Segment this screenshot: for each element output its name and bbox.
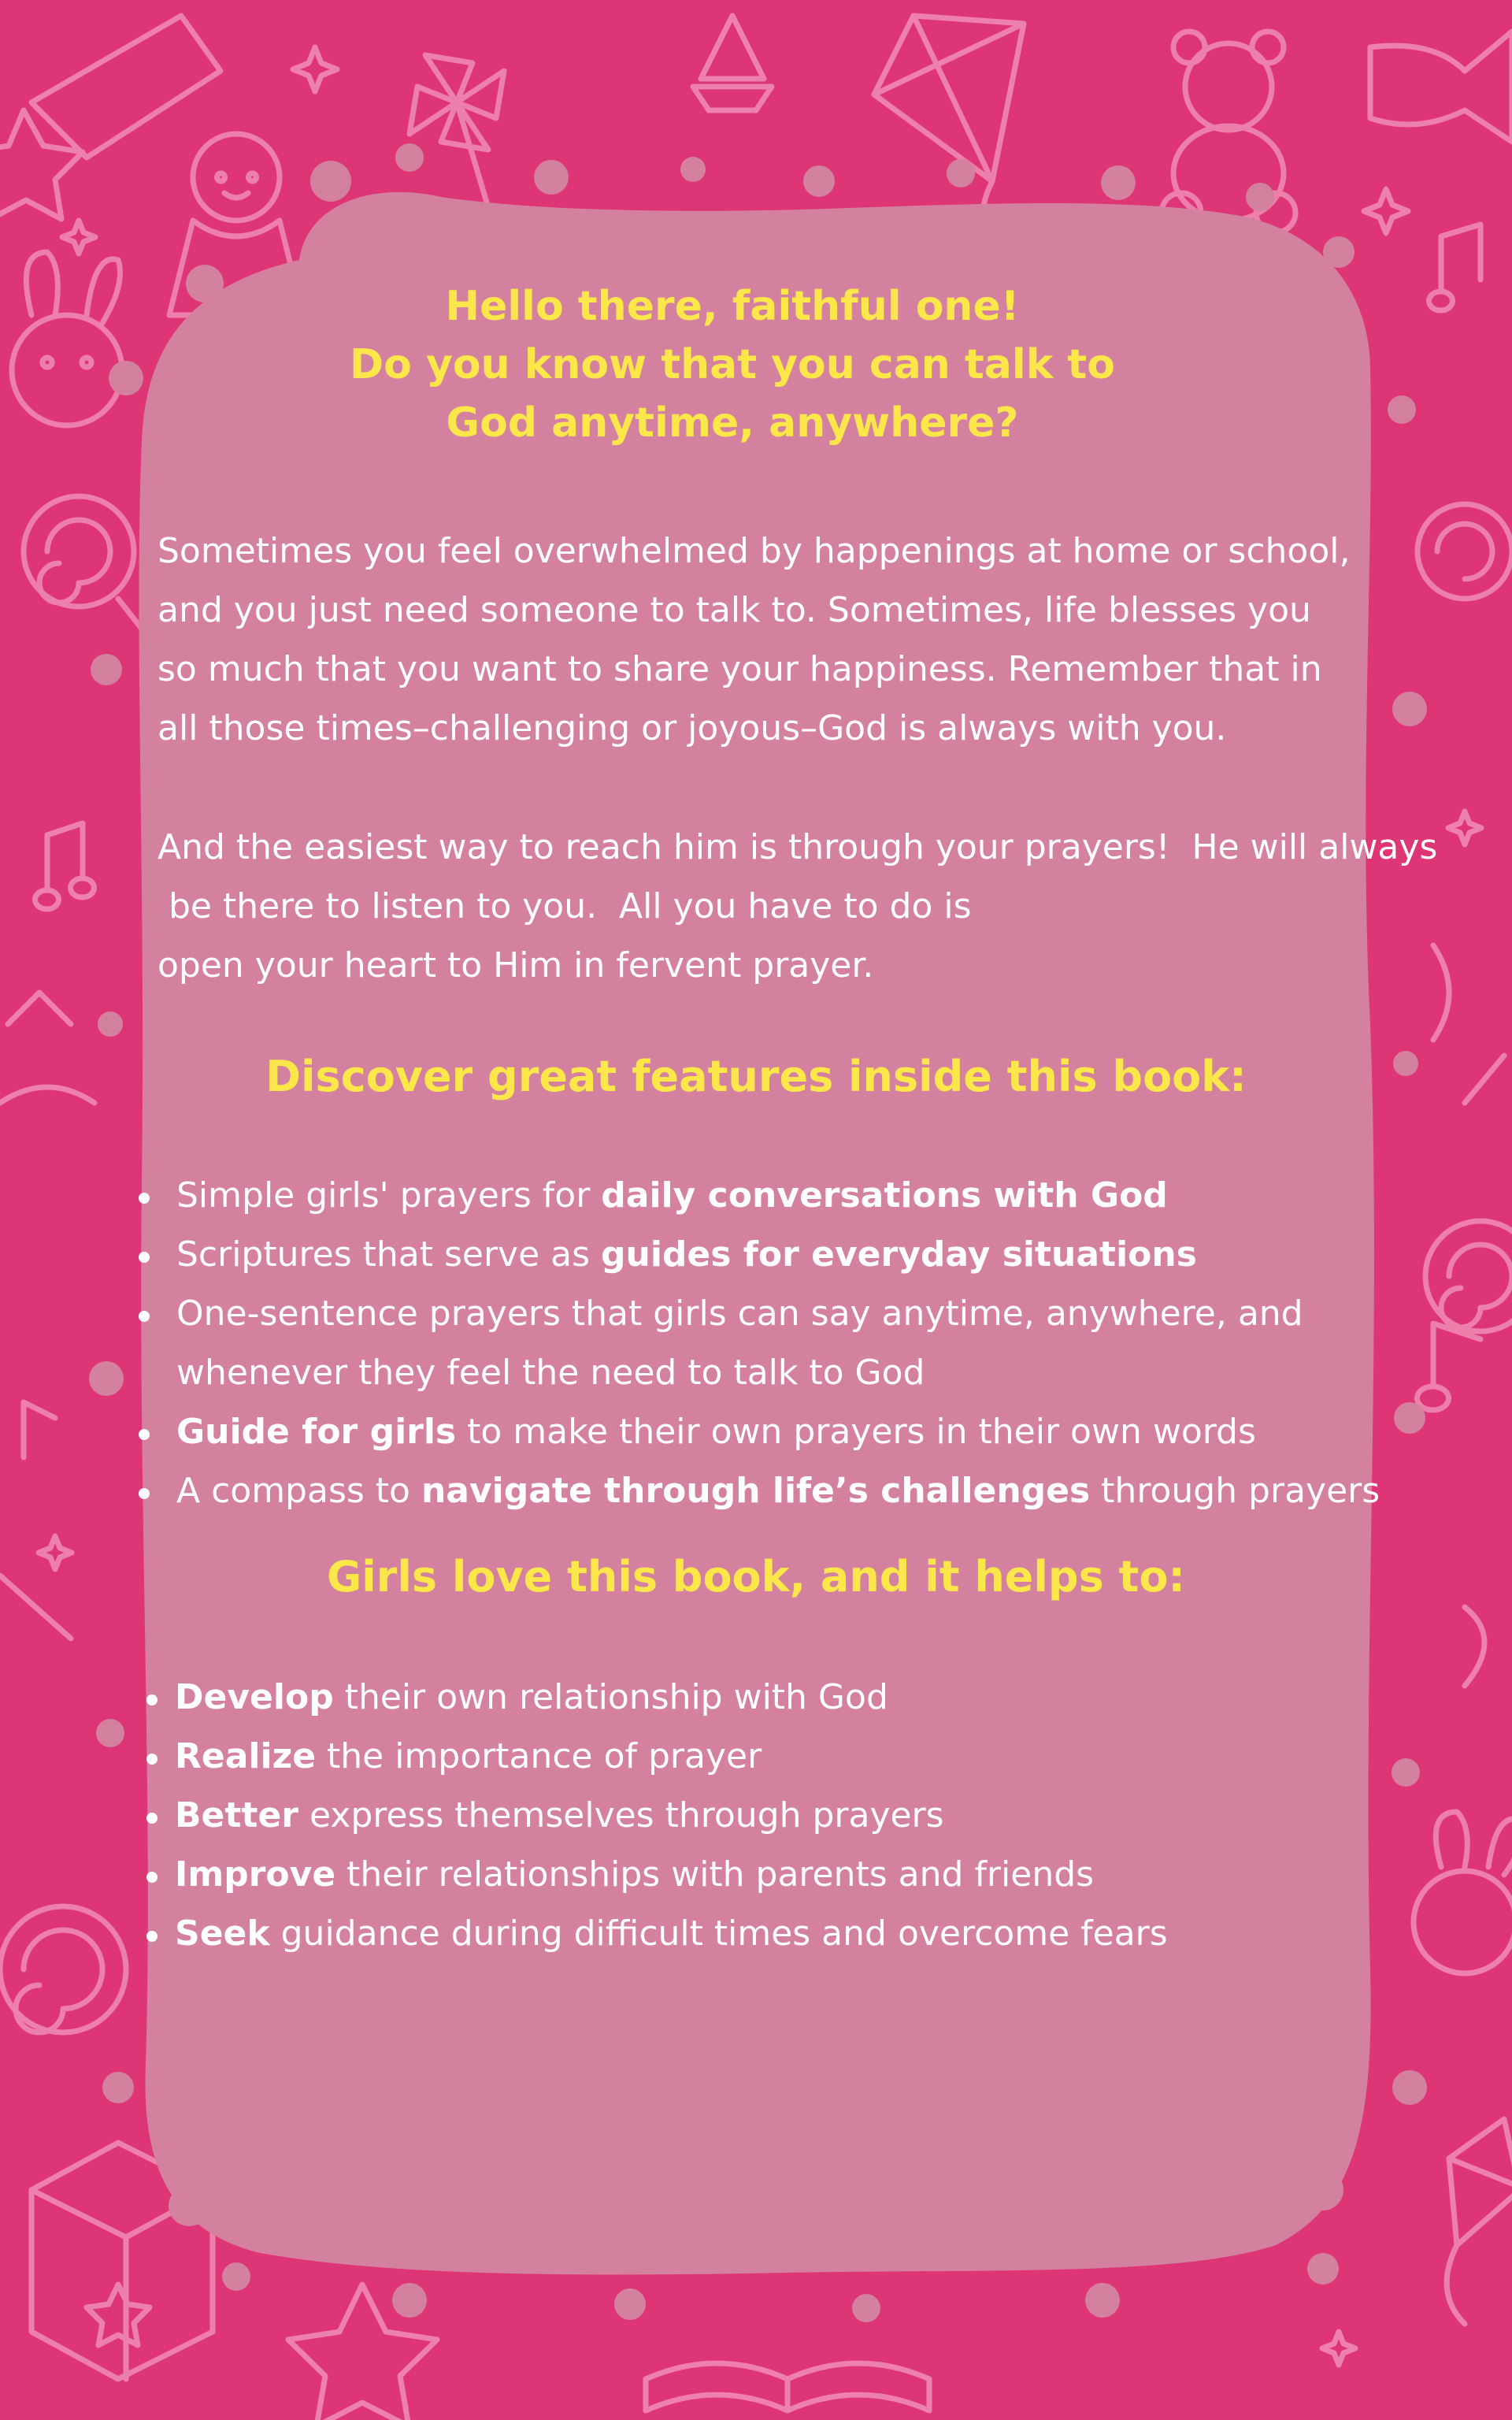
paragraph-line: so much that you want to share your happiness. Remember that in xyxy=(158,649,1322,689)
list-item: A compass to navigate through life’s challenges through prayers xyxy=(135,1461,1380,1520)
paragraph-line: Sometimes you feel overwhelmed by happenings at home or school, xyxy=(158,531,1351,571)
list-item: Scriptures that serve as guides for everyday situations xyxy=(135,1225,1380,1284)
benefits-list xyxy=(146,1668,1168,1963)
list-item: One-sentence prayers that girls can say anytime, anywhere, and whenever they feel the need to talk to God xyxy=(135,1284,1380,1402)
headline-line: God anytime, anywhere? xyxy=(446,399,1019,447)
paragraph-line: And the easiest way to reach him is through your prayers! He will always xyxy=(158,827,1438,867)
paragraph-line: and you just need someone to talk to. Sometimes, life blesses you xyxy=(158,590,1311,630)
headline-line: Do you know that you can talk to xyxy=(350,341,1115,388)
paragraph-line: open your heart to Him in fervent prayer. xyxy=(158,945,874,985)
list-item: Better express themselves through prayers xyxy=(146,1786,1168,1845)
intro-paragraph xyxy=(158,521,1433,758)
list-item: Guide for girls to make their own prayers in their own words xyxy=(135,1402,1380,1461)
features-title: Discover great features inside this book: xyxy=(265,1052,1247,1101)
list-item: Simple girls' prayers for daily conversations with God xyxy=(135,1166,1380,1225)
list-item: Seek guidance during difficult times and overcome fears xyxy=(146,1904,1168,1963)
paragraph-line: be there to listen to you. All you have to do is xyxy=(158,886,972,926)
headline-line: Hello there, faithful one! xyxy=(445,283,1020,330)
paragraph-line: all those times–challenging or joyous–God is always with you. xyxy=(158,708,1227,748)
list-item: Realize the importance of prayer xyxy=(146,1727,1168,1786)
features-list xyxy=(135,1166,1380,1520)
prayer-paragraph xyxy=(158,818,1438,995)
list-item: Develop their own relationship with God xyxy=(146,1668,1168,1727)
benefits-title: Girls love this book, and it helps to: xyxy=(326,1552,1186,1602)
list-item: Improve their relationships with parents and friends xyxy=(146,1845,1168,1904)
intro-headline xyxy=(284,277,1181,452)
